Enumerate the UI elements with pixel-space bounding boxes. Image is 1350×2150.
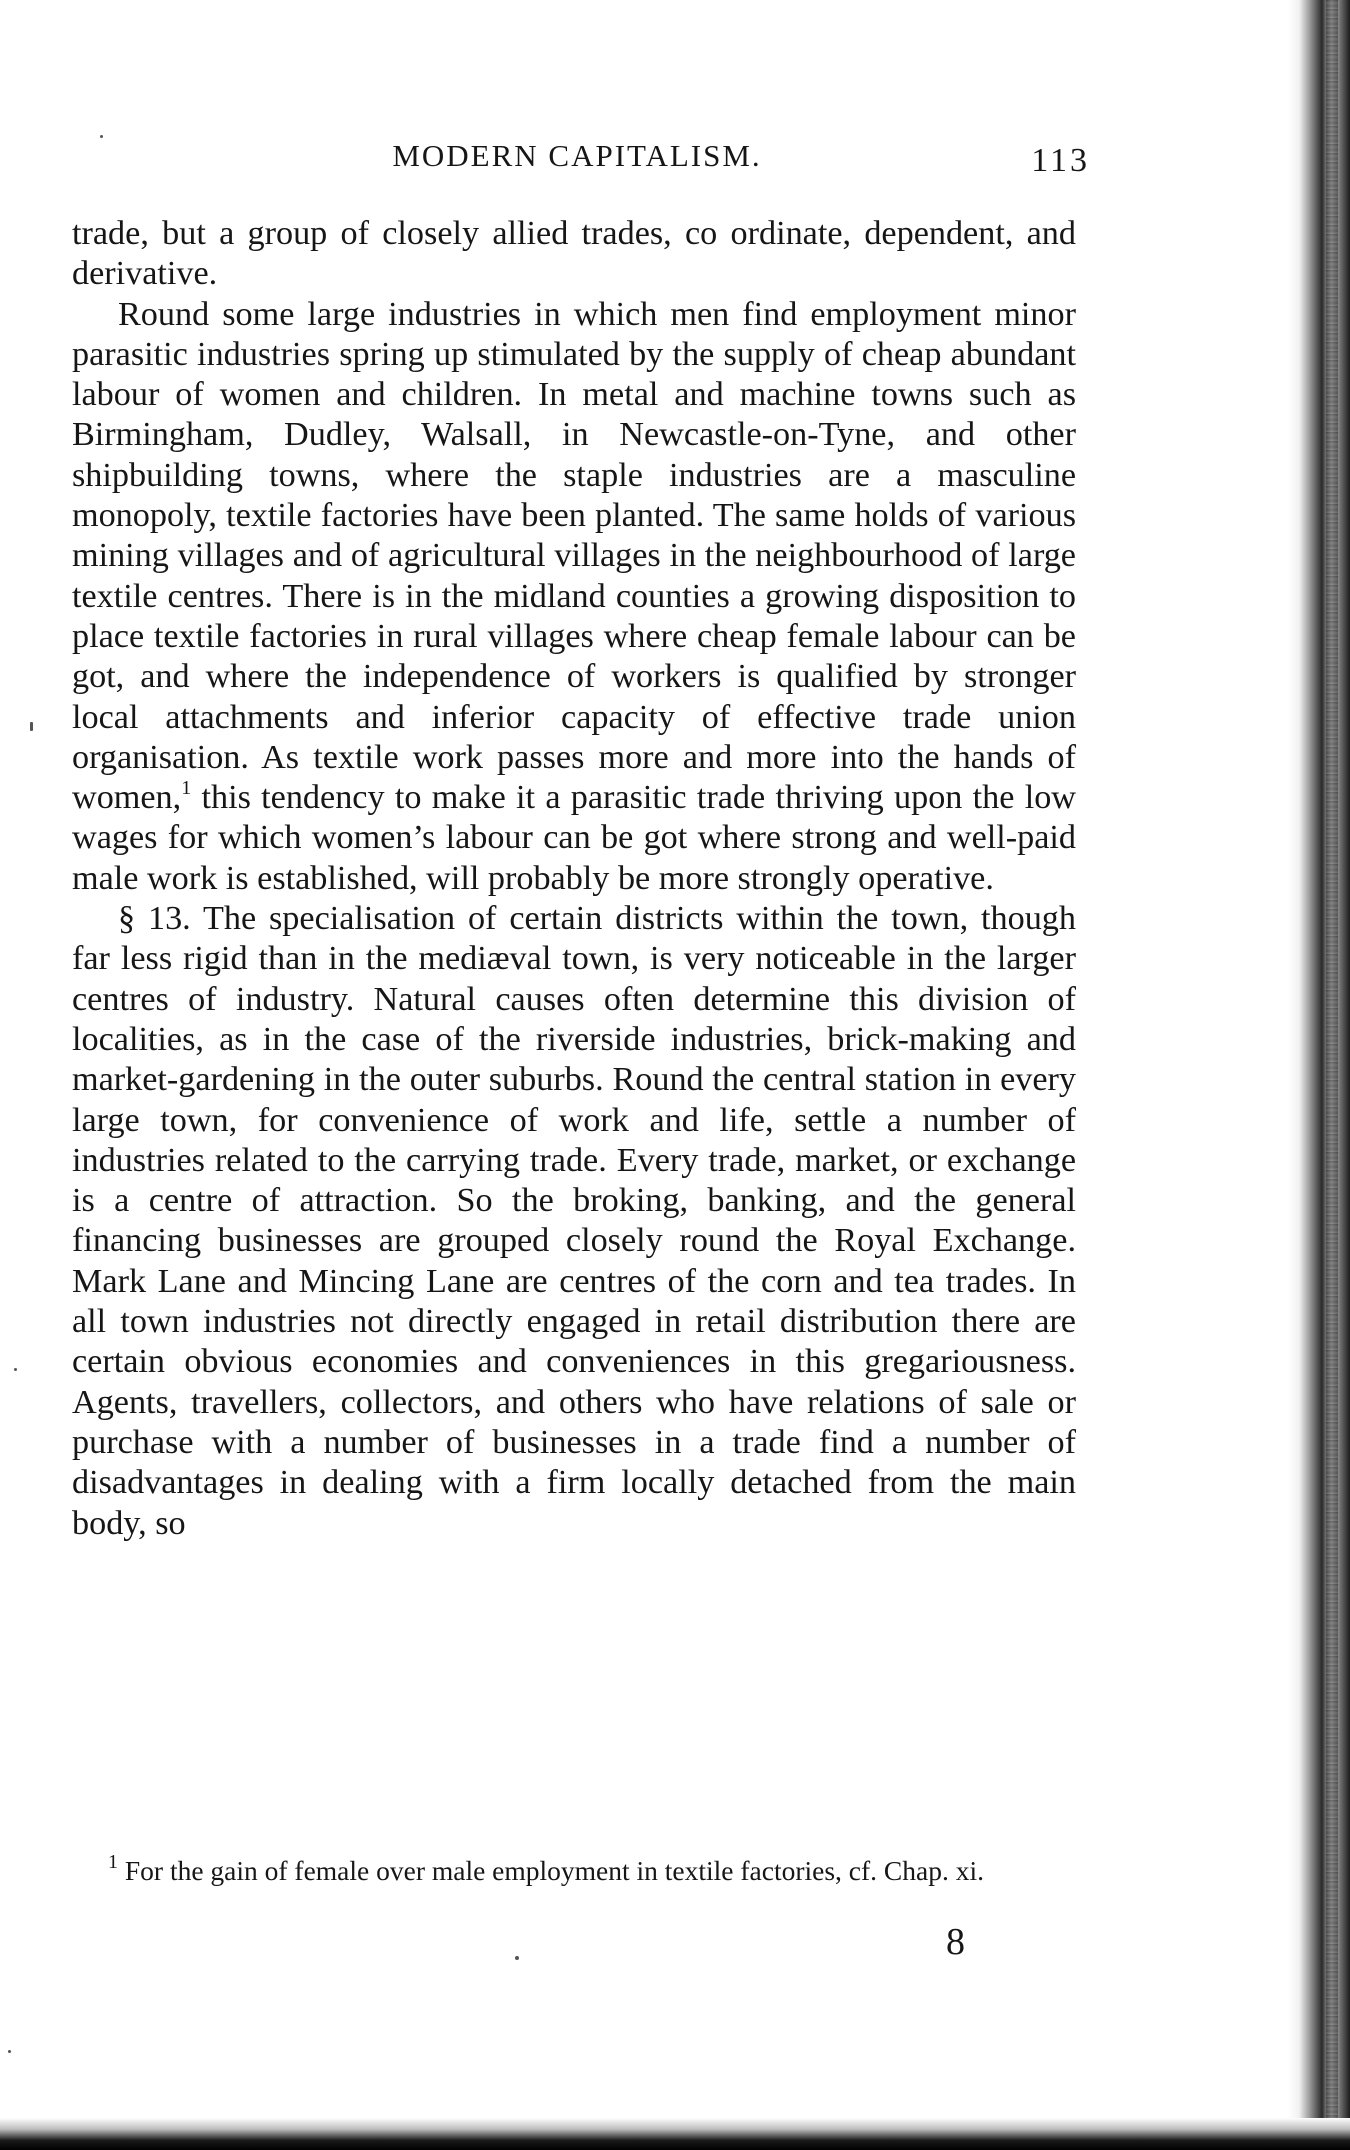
scan-speck <box>8 2050 11 2053</box>
footnote <box>72 1850 1076 1887</box>
footnote-text: For the gain of female over male employment in textile factories, cf. Chap. xi. <box>124 1855 984 1886</box>
footnote-line <box>72 1850 1076 1887</box>
paragraph-text: Round some large industries in which men find employment minor parasitic industries spring up stimulated by the supply of cheap abundant labour of women and children. In metal and machine towns such as Birmingham, Dudley, Walsall, in Newcastle-on-Tyne, and other shipbuilding towns, where the staple industries are a masculine monopoly, textile factories have been planted. The same holds of various mining villages and of agricultural villages in the neighbourhood of large textile centres. There is in the midland counties a growing disposition to place textile factories in rural villages where cheap female labour can be got, and where the independence of workers is qualified by stronger local attachments and inferior capacity of effective trade union organisation. As textile work passes more and more into the hands of women, <box>72 295 1076 817</box>
scan-speck <box>30 722 33 731</box>
page-header <box>72 138 1090 184</box>
scan-speck <box>14 1368 17 1371</box>
scan-bottom-border <box>0 2118 1350 2150</box>
body-text <box>72 214 1076 1544</box>
footnote-reference: 1 <box>181 776 192 799</box>
paragraph-section-13: § 13. The specialisation of certain districts within the town, though far less rigid than in the mediæval town, is very noticeable in the larger centres of industry. Natural causes often determine this division of localities, as in the case of the riverside industries, brick-making and market-gardening in the outer suburbs. Round the central station in every large town, for convenience of work and life, settle a number of industries related to the carrying trade. Every trade, market, or exchange is a centre of attraction. So the broking, banking, and the general financing businesses are grouped closely round the Royal Exchange. Mark Lane and Mincing Lane are centres of the corn and tea trades. In all town industries not directly engaged in retail distribution there are certain obvious economies and conveniences in this gregariousness. Agents, travellers, collectors, and others who have relations of sale or purchase with a number of businesses in a trade find a number of disadvantages in dealing with a firm locally detached from the main body, so <box>72 900 1076 1542</box>
signature-mark: 8 <box>946 1921 965 1963</box>
paragraph-text: this tendency to make it a parasitic trade thriving upon the low wages for which women’s labour can be got where strong and well-paid male work is established, will probably be more strongly operative. <box>72 779 1076 897</box>
page-binding-edge <box>1326 0 1338 2150</box>
footnote-marker: 1 <box>108 1850 118 1873</box>
page-edge-shadow <box>1288 0 1350 2150</box>
page-number: 113 <box>1031 142 1090 179</box>
paragraph-parasitic-industries <box>72 295 1076 899</box>
paragraph-continued: trade, but a group of closely allied trades, co ordinate, dependent, and derivative. <box>72 215 1076 293</box>
running-title: MODERN CAPITALISM. <box>392 138 762 173</box>
scan-speck <box>515 1956 519 1960</box>
